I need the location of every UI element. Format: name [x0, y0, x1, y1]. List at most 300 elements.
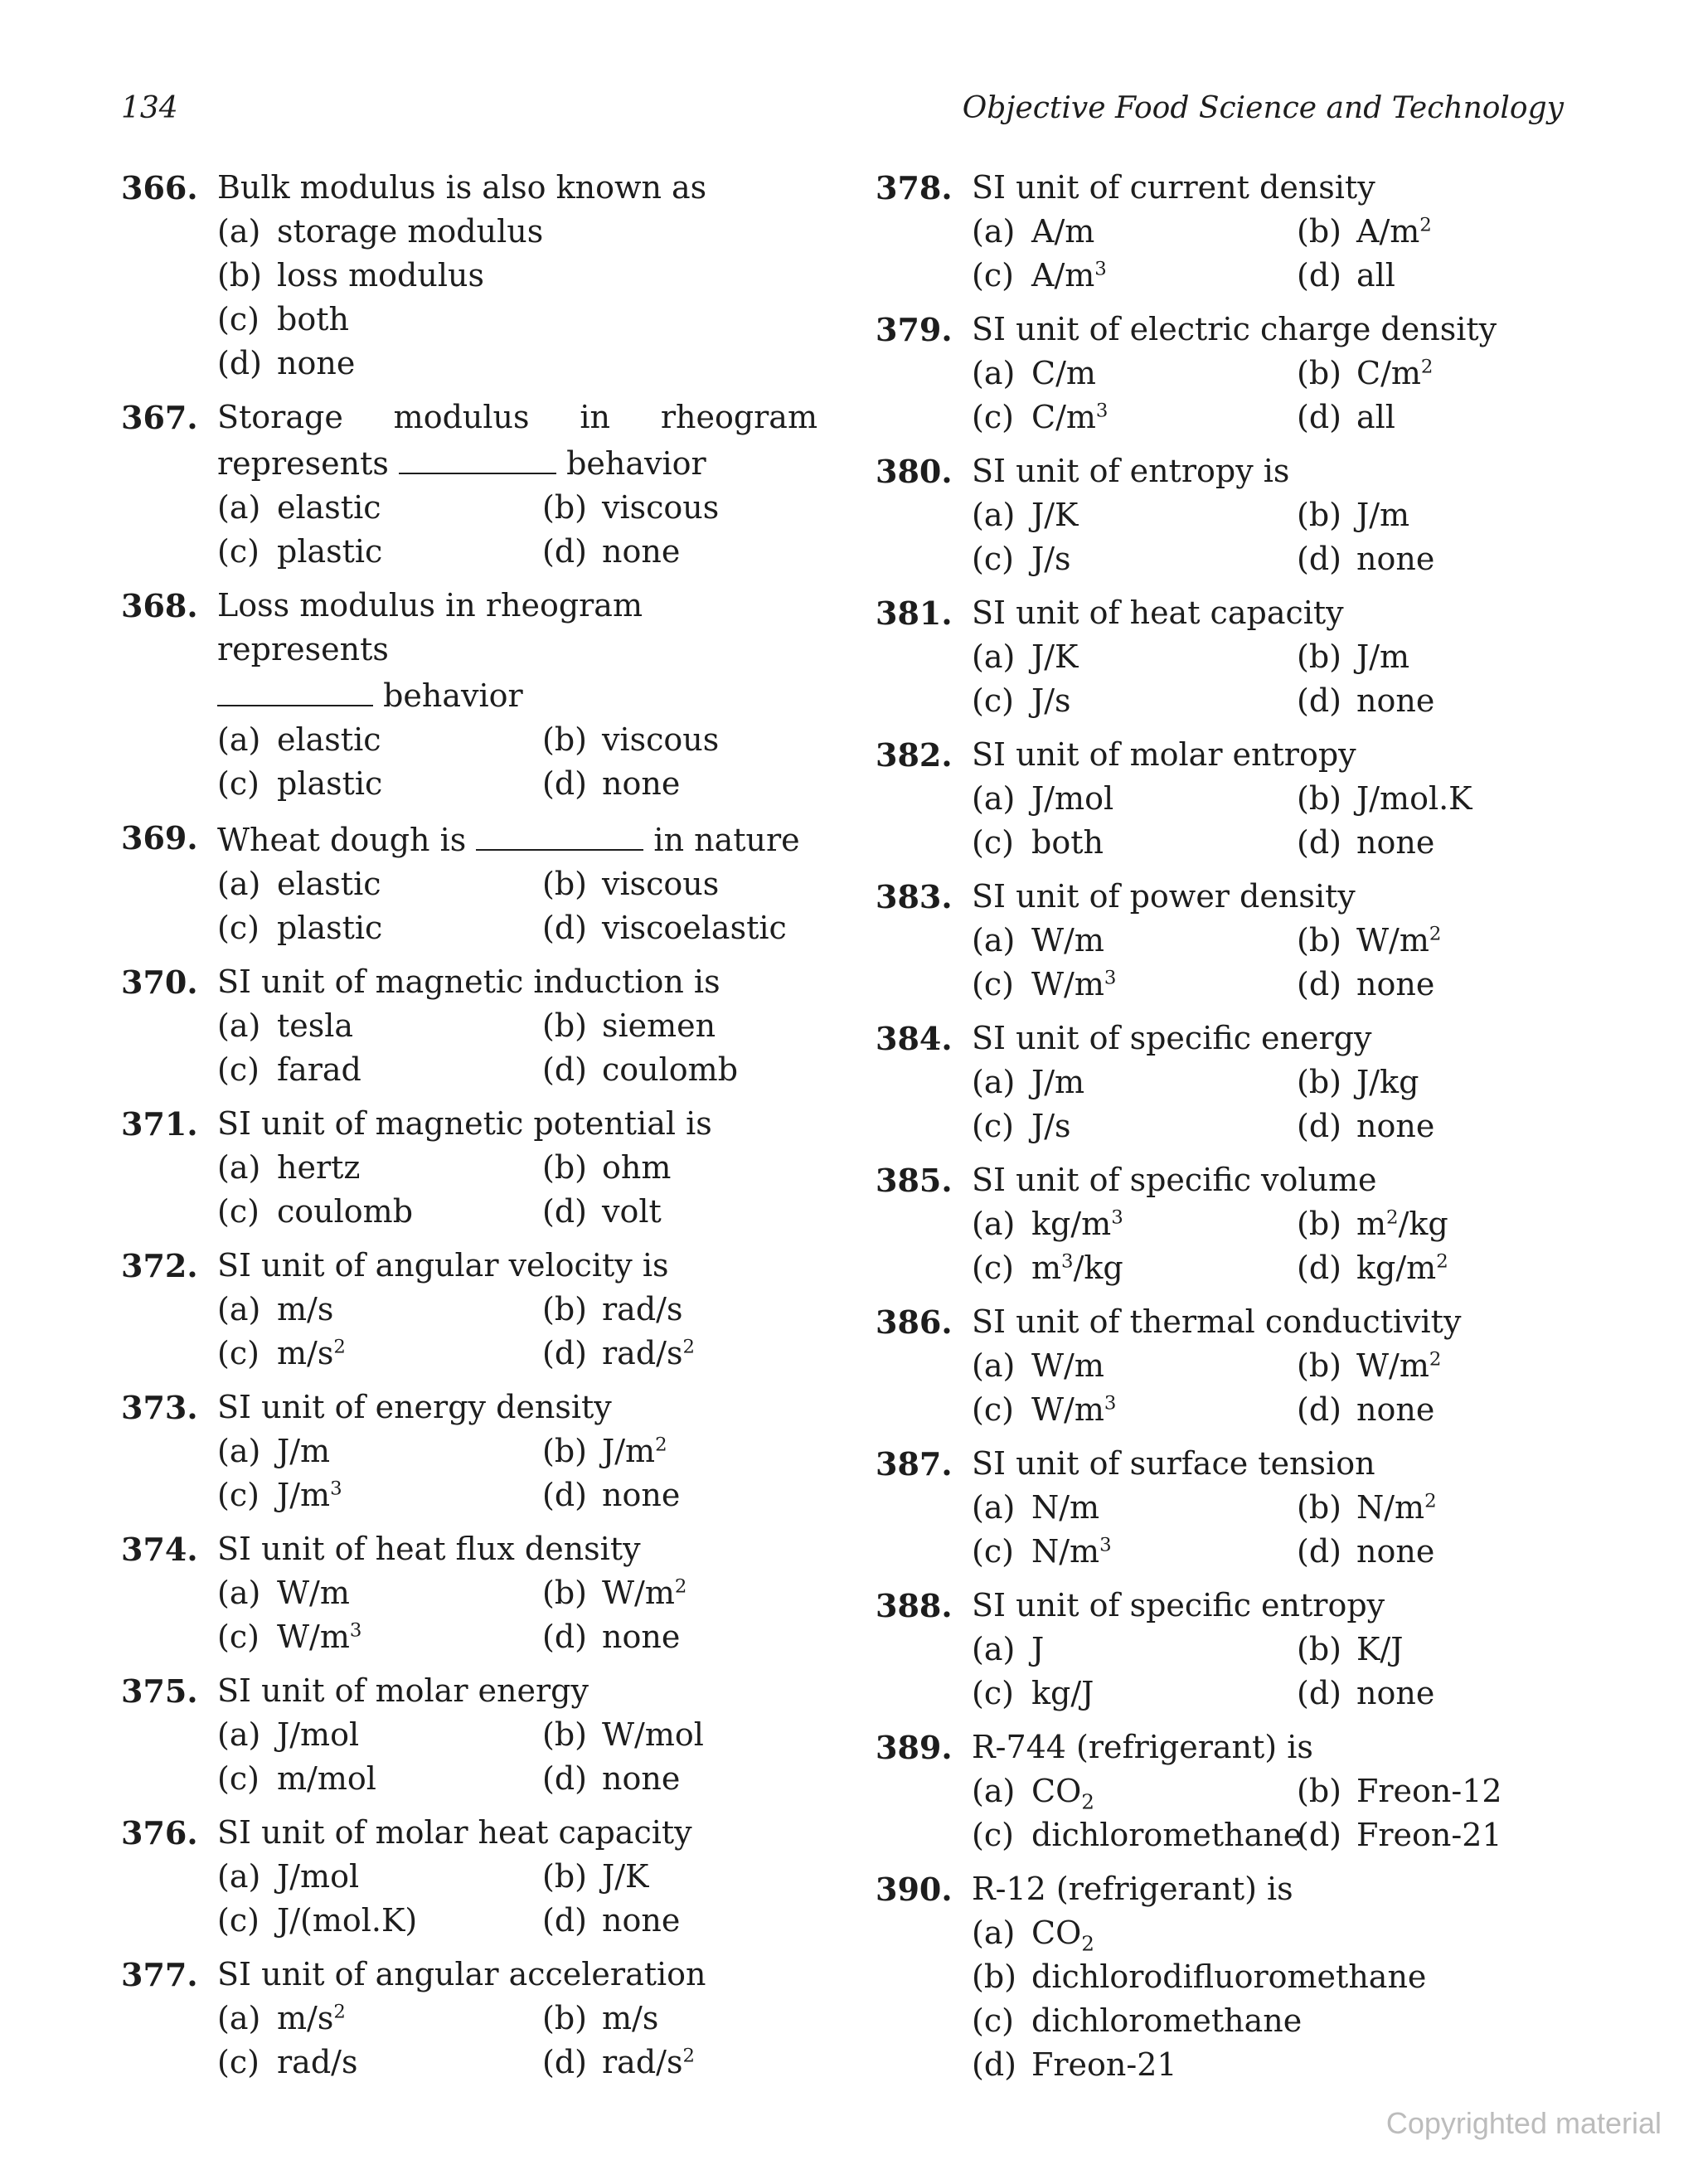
question-number: 386. — [876, 1303, 953, 1341]
question-text: R-12 (refrigerant) is — [972, 1871, 1293, 1907]
option-item — [542, 1190, 817, 1234]
question-text-part: behavior — [383, 677, 523, 714]
options-group — [217, 1855, 817, 1943]
option-text: W/m — [277, 1619, 350, 1655]
option-text: W/m — [277, 1575, 350, 1611]
option-text: J/m — [277, 1477, 331, 1513]
option-item — [972, 919, 1297, 963]
options-group — [972, 1060, 1555, 1148]
question-item — [876, 1300, 1555, 1432]
option-text: J/mol.K — [1356, 780, 1472, 817]
option-letter: (d) — [542, 1193, 587, 1230]
option-item — [972, 493, 1297, 537]
options-group — [972, 493, 1555, 581]
option-text: all — [1356, 399, 1395, 435]
question-body — [217, 1102, 817, 1234]
question-text-part: represents — [217, 445, 389, 482]
option-item — [972, 1911, 1555, 1955]
question-body — [972, 733, 1555, 865]
option-text: none — [602, 1902, 681, 1939]
option-superscript: 2 — [674, 1575, 687, 1598]
option-letter: (a) — [217, 1433, 261, 1469]
page-number: 134 — [121, 91, 178, 125]
option-superscript: 2 — [333, 1336, 346, 1358]
option-letter: (c) — [217, 1335, 260, 1371]
option-item — [1297, 1060, 1555, 1104]
option-letter: (c) — [217, 765, 260, 802]
option-item — [1297, 1628, 1555, 1672]
option-superscript: 2 — [1429, 1348, 1442, 1371]
question-number: 382. — [876, 736, 953, 774]
option-text-suffix: /kg — [1398, 1206, 1448, 1242]
option-letter: (c) — [217, 1902, 260, 1939]
option-letter: (a) — [217, 1007, 261, 1044]
option-letter: (a) — [217, 1858, 261, 1895]
option-letter: (d) — [542, 1902, 587, 1939]
option-item — [1297, 1672, 1555, 1716]
option-item — [542, 906, 817, 950]
option-item — [972, 2043, 1555, 2087]
option-superscript: 2 — [682, 1336, 695, 1358]
page-header — [121, 91, 1564, 133]
option-letter: (b) — [1297, 922, 1341, 959]
option-text: A/m — [1031, 257, 1095, 294]
question-item — [121, 1102, 817, 1234]
option-letter: (b) — [1297, 1347, 1341, 1384]
left-column — [121, 166, 817, 2094]
option-item — [1297, 1530, 1555, 1574]
option-letter: (c) — [217, 1619, 260, 1655]
question-body — [217, 1811, 817, 1943]
option-item — [217, 1997, 542, 2041]
option-letter: (b) — [542, 866, 587, 902]
question-number: 366. — [121, 169, 198, 206]
question-body — [972, 1584, 1555, 1716]
option-item — [217, 1146, 542, 1190]
option-text: coulomb — [277, 1193, 414, 1230]
option-letter: (d) — [1297, 1675, 1341, 1711]
option-letter: (d) — [1297, 682, 1341, 719]
option-text: J/m — [277, 1433, 331, 1469]
option-letter: (a) — [217, 213, 261, 250]
question-number: 373. — [121, 1389, 198, 1426]
option-item — [542, 1146, 817, 1190]
option-text: farad — [277, 1051, 361, 1088]
option-superscript: 2 — [1419, 214, 1432, 236]
option-letter: (a) — [972, 1347, 1016, 1384]
option-letter: (b) — [1297, 1489, 1341, 1526]
option-letter: (c) — [972, 2002, 1014, 2039]
question-body — [217, 1669, 817, 1801]
option-text: J/mol — [1031, 780, 1114, 817]
answer-blank — [399, 439, 556, 474]
option-letter: (b) — [542, 721, 587, 758]
option-item — [217, 210, 817, 254]
option-letter: (d) — [217, 345, 262, 381]
option-letter: (d) — [542, 910, 587, 946]
option-text: W/m — [1356, 1347, 1429, 1384]
option-text: none — [1356, 1675, 1435, 1711]
option-item — [972, 1955, 1555, 1999]
question-body — [972, 1300, 1555, 1432]
option-text: W/m — [1031, 966, 1104, 1002]
option-text: rad/s — [602, 1335, 683, 1371]
option-letter: (d) — [1297, 1391, 1341, 1428]
question-text: SI unit of magnetic potential is — [217, 1105, 712, 1142]
question-text-part: behavior — [566, 445, 706, 482]
option-letter: (d) — [542, 1760, 587, 1797]
option-item — [217, 1757, 542, 1801]
options-group — [972, 1911, 1555, 2087]
option-text: N/m — [1031, 1533, 1100, 1570]
option-letter: (b) — [217, 257, 262, 294]
option-item — [542, 1571, 817, 1615]
question-text: SI unit of molar heat capacity — [217, 1814, 692, 1851]
option-letter: (a) — [217, 1291, 261, 1327]
question-body — [972, 308, 1555, 439]
question-text: SI unit of surface tension — [972, 1445, 1375, 1482]
question-body — [217, 166, 817, 386]
option-text: N/m — [1031, 1489, 1100, 1526]
option-letter: (b) — [1297, 497, 1341, 533]
question-body — [972, 1442, 1555, 1574]
option-letter: (c) — [217, 1760, 260, 1797]
option-item — [972, 537, 1297, 581]
option-letter: (d) — [1297, 1250, 1341, 1286]
option-letter: (c) — [217, 301, 260, 337]
question-item — [121, 816, 817, 950]
option-text: J/s — [1031, 682, 1071, 719]
options-group — [217, 210, 817, 386]
question-item — [876, 1158, 1555, 1290]
option-letter: (d) — [542, 1477, 587, 1513]
option-text: viscous — [602, 866, 720, 902]
question-item — [876, 1867, 1555, 2087]
question-body — [217, 584, 817, 806]
option-text: storage modulus — [277, 213, 544, 250]
option-letter: (b) — [542, 1716, 587, 1753]
option-text: kg/J — [1031, 1675, 1094, 1711]
option-text: elastic — [277, 866, 381, 902]
option-item — [1297, 352, 1555, 396]
option-item — [217, 342, 817, 386]
option-item — [217, 1190, 542, 1234]
question-number: 380. — [876, 453, 953, 490]
option-text: viscoelastic — [602, 910, 787, 946]
options-group — [217, 1004, 817, 1092]
option-text: J/m — [1356, 638, 1410, 675]
option-text: both — [277, 301, 349, 337]
option-item — [1297, 396, 1555, 439]
question-body — [217, 1386, 817, 1517]
options-group — [217, 718, 817, 806]
option-text: viscous — [602, 489, 720, 526]
question-number: 390. — [876, 1871, 953, 1908]
option-text: J/K — [1031, 497, 1079, 533]
option-item — [217, 1571, 542, 1615]
option-item — [972, 679, 1297, 723]
option-item — [542, 1332, 817, 1376]
option-superscript: 3 — [1111, 1206, 1123, 1229]
options-group — [972, 210, 1555, 298]
question-item — [876, 591, 1555, 723]
option-text: dichlorodifluoromethane — [1031, 1958, 1427, 1995]
option-letter: (b) — [1297, 213, 1341, 250]
option-item — [972, 1999, 1555, 2043]
option-letter: (a) — [217, 866, 261, 902]
option-item — [542, 1048, 817, 1092]
option-text: J/K — [1031, 638, 1079, 675]
option-item — [972, 210, 1297, 254]
option-letter: (a) — [972, 1064, 1016, 1100]
option-item — [972, 1388, 1297, 1432]
option-letter: (b) — [1297, 1064, 1341, 1100]
option-item — [972, 1246, 1297, 1290]
option-text: loss modulus — [277, 257, 484, 294]
option-superscript: 2 — [1424, 1490, 1437, 1512]
option-item — [1297, 1486, 1555, 1530]
option-superscript: 2 — [1436, 1250, 1448, 1273]
option-item — [972, 1769, 1297, 1813]
question-text-part: in nature — [653, 822, 800, 858]
question-body — [972, 1158, 1555, 1290]
question-text: SI unit of specific energy — [972, 1020, 1372, 1056]
question-body — [217, 816, 817, 950]
option-item — [972, 1344, 1297, 1388]
option-item — [972, 1202, 1297, 1246]
option-item — [542, 862, 817, 906]
answer-blank — [217, 672, 373, 706]
question-body — [972, 1725, 1555, 1857]
option-letter: (c) — [217, 1051, 260, 1088]
option-text: m/s — [277, 2000, 334, 2036]
question-text: SI unit of molar energy — [217, 1672, 589, 1709]
options-group — [972, 1202, 1555, 1290]
option-item — [542, 530, 817, 574]
option-letter: (a) — [972, 922, 1016, 959]
option-item — [1297, 1202, 1555, 1246]
option-item — [542, 486, 817, 530]
option-item — [217, 530, 542, 574]
option-text: m/mol — [277, 1760, 376, 1797]
option-letter: (b) — [542, 1575, 587, 1611]
question-item — [876, 1442, 1555, 1574]
options-group — [972, 777, 1555, 865]
question-number: 367. — [121, 399, 198, 436]
option-letter: (c) — [972, 257, 1014, 294]
option-item — [1297, 821, 1555, 865]
option-letter: (c) — [972, 1533, 1014, 1570]
option-letter: (c) — [972, 1250, 1014, 1286]
option-superscript: 3 — [1104, 967, 1117, 989]
option-letter: (a) — [217, 489, 261, 526]
question-text: SI unit of energy density — [217, 1389, 612, 1425]
option-letter: (b) — [1297, 355, 1341, 391]
option-letter: (c) — [972, 824, 1014, 861]
option-letter: (c) — [217, 2044, 260, 2080]
option-item — [542, 718, 817, 762]
copyright-watermark: Copyrighted material — [1385, 2106, 1662, 2140]
question-text-line — [217, 672, 817, 718]
option-item — [1297, 254, 1555, 298]
option-item — [542, 1615, 817, 1659]
option-text: dichloromethane — [1031, 2002, 1303, 2039]
question-body — [217, 1953, 817, 2085]
option-text: none — [1356, 966, 1435, 1002]
option-text: kg/m — [1356, 1250, 1437, 1286]
question-number: 371. — [121, 1105, 198, 1143]
option-item — [972, 777, 1297, 821]
option-item — [1297, 537, 1555, 581]
option-item — [542, 1473, 817, 1517]
question-text: SI unit of molar entropy — [972, 736, 1356, 773]
option-text: Freon-21 — [1356, 1817, 1502, 1853]
book-title: Objective Food Science and Technology — [962, 91, 1564, 125]
option-item — [972, 1486, 1297, 1530]
option-letter: (b) — [542, 2000, 587, 2036]
option-text: A/m — [1356, 213, 1420, 250]
option-item — [972, 352, 1297, 396]
question-text-line — [217, 439, 817, 486]
option-letter: (d) — [542, 2044, 587, 2080]
question-item — [876, 449, 1555, 581]
answer-blank — [476, 816, 643, 851]
option-text: none — [602, 1760, 681, 1797]
option-letter: (a) — [217, 1575, 261, 1611]
option-letter: (c) — [972, 1817, 1014, 1853]
question-item — [121, 1244, 817, 1376]
option-item — [1297, 635, 1555, 679]
options-group — [972, 352, 1555, 439]
option-text: all — [1356, 257, 1395, 294]
option-superscript: 3 — [1104, 1392, 1117, 1415]
option-item — [542, 1997, 817, 2041]
options-group — [972, 1628, 1555, 1716]
option-item — [542, 1855, 817, 1899]
option-text: A/m — [1031, 213, 1095, 250]
option-text: C/m — [1031, 355, 1096, 391]
option-item — [972, 1104, 1297, 1148]
option-letter: (a) — [972, 355, 1016, 391]
question-text — [217, 584, 817, 718]
option-superscript: 3 — [1099, 1534, 1112, 1556]
option-item — [217, 718, 542, 762]
question-body — [972, 591, 1555, 723]
option-text: m/s — [277, 1335, 334, 1371]
option-text: plastic — [277, 765, 383, 802]
options-group — [972, 1486, 1555, 1574]
question-text: R-744 (refrigerant) is — [972, 1729, 1313, 1765]
option-item — [972, 254, 1297, 298]
option-item — [1297, 1388, 1555, 1432]
option-item — [542, 1757, 817, 1801]
option-letter: (b) — [542, 1149, 587, 1186]
option-letter: (c) — [217, 910, 260, 946]
option-text: siemen — [602, 1007, 716, 1044]
option-letter: (d) — [1297, 1108, 1341, 1144]
option-letter: (c) — [217, 533, 260, 570]
option-letter: (d) — [1297, 1533, 1341, 1570]
option-item — [1297, 963, 1555, 1007]
option-letter: (a) — [972, 1631, 1016, 1667]
option-text: coulomb — [602, 1051, 739, 1088]
options-group — [972, 1344, 1555, 1432]
question-number: 376. — [121, 1814, 198, 1852]
options-group — [972, 1769, 1555, 1857]
option-item — [1297, 679, 1555, 723]
option-item — [217, 1855, 542, 1899]
option-letter: (d) — [1297, 824, 1341, 861]
question-text: SI unit of specific entropy — [972, 1587, 1385, 1623]
options-group — [217, 486, 817, 574]
option-text: J/s — [1031, 541, 1071, 577]
option-text: none — [1356, 1108, 1435, 1144]
option-letter: (c) — [972, 399, 1014, 435]
option-text: none — [1356, 824, 1435, 861]
option-letter: (c) — [972, 1391, 1014, 1428]
option-item — [1297, 1344, 1555, 1388]
option-item — [217, 1332, 542, 1376]
option-text: W/m — [1031, 922, 1104, 959]
option-letter: (d) — [542, 765, 587, 802]
option-item — [217, 906, 542, 950]
option-item — [217, 1473, 542, 1517]
option-letter: (a) — [972, 1773, 1016, 1809]
option-text: J/K — [602, 1858, 649, 1895]
question-item — [121, 1386, 817, 1517]
option-letter: (c) — [972, 966, 1014, 1002]
option-text: none — [1356, 682, 1435, 719]
option-letter: (d) — [1297, 1817, 1341, 1853]
option-text: volt — [602, 1193, 662, 1230]
option-text: elastic — [277, 721, 381, 758]
option-letter: (d) — [1297, 966, 1341, 1002]
option-text: Freon-12 — [1356, 1773, 1502, 1809]
question-body — [972, 166, 1555, 298]
question-number: 385. — [876, 1162, 953, 1199]
question-number: 388. — [876, 1587, 953, 1624]
option-text: N/m — [1356, 1489, 1425, 1526]
option-text: W/m — [602, 1575, 675, 1611]
question-item — [876, 875, 1555, 1007]
options-group — [217, 1571, 817, 1659]
option-text: dichloromethane — [1031, 1817, 1303, 1853]
option-superscript: 3 — [1061, 1250, 1074, 1273]
option-letter: (c) — [217, 1477, 260, 1513]
option-item — [542, 1288, 817, 1332]
question-body — [217, 960, 817, 1092]
option-letter: (b) — [1297, 1773, 1341, 1809]
option-item — [972, 1060, 1297, 1104]
option-item — [542, 1713, 817, 1757]
option-text: W/mol — [602, 1716, 704, 1753]
question-text: SI unit of heat capacity — [972, 595, 1344, 631]
option-item — [1297, 493, 1555, 537]
options-group — [217, 1429, 817, 1517]
question-item — [121, 960, 817, 1092]
question-number: 379. — [876, 311, 953, 348]
question-item — [121, 1953, 817, 2085]
option-item — [1297, 1769, 1555, 1813]
option-item — [217, 1048, 542, 1092]
option-item — [972, 1672, 1297, 1716]
option-text: J — [1031, 1631, 1045, 1667]
option-letter: (a) — [972, 1489, 1016, 1526]
option-letter: (d) — [542, 1051, 587, 1088]
option-letter: (a) — [217, 1716, 261, 1753]
option-text: Freon-21 — [1031, 2046, 1177, 2083]
option-item — [542, 1899, 817, 1943]
